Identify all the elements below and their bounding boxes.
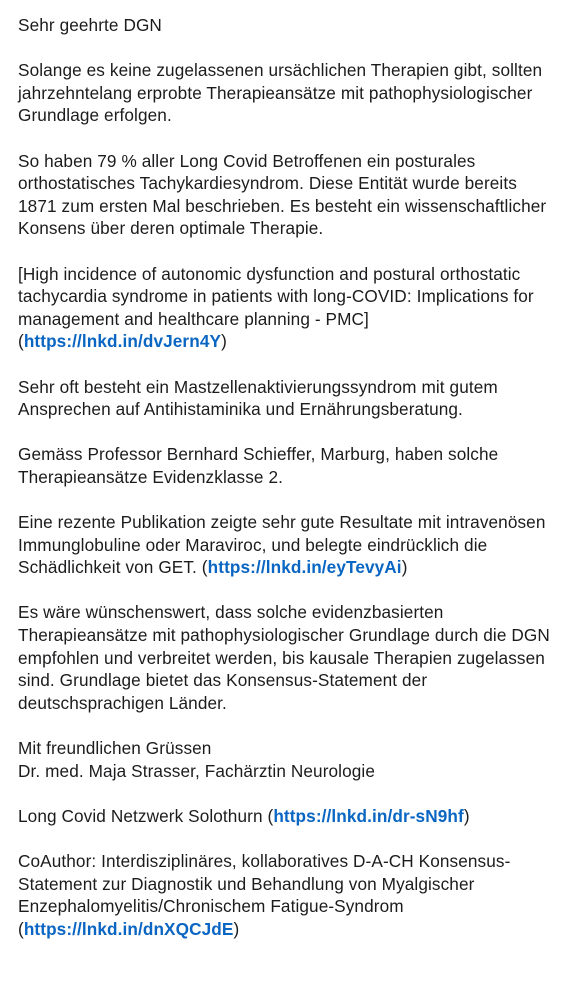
link-pmc-article[interactable]: https://lnkd.in/dvJern4Y [23, 331, 222, 352]
network-text-end: ) [463, 805, 470, 826]
paragraph-recommendation: Es wäre wünschenswert, dass solche evidenzbasierten Therapieansätze mit pathophysiologischer Grundlage durch die DGN empfohlen und verbreitet werden, bis kausale Therapien zugelassen sind. Grundlage bietet das Konsensus-Statement der deutschsprachigen Länder. [18, 602, 550, 713]
reference-text-end: ) [221, 331, 227, 352]
publication-text: Eine rezente Publikation zeigte sehr gute Resultate mit intravenösen Immunglobuline oder Maraviroc, und belegte eindrücklich die Schädlichkeit von GET. ( [18, 512, 546, 578]
publication-text-end: ) [401, 557, 408, 578]
coauthor-text: CoAuthor: Interdisziplinäres, kollaboratives D-A-CH Konsensus-Statement zur Diagnostik und Behandlung von Myalgischer Enzephalomyelitis/Chronischem Fatigue-Syndrom ( [18, 850, 511, 939]
paragraph-coauthor [18, 850, 557, 940]
signature: Dr. med. Maja Strasser, Fachärztin Neurologie [18, 760, 375, 781]
link-publication[interactable]: https://lnkd.in/eyTevyAi [207, 557, 402, 578]
paragraph-reference-pmc [18, 263, 557, 353]
link-network[interactable]: https://lnkd.in/dr-sN9hf [273, 805, 464, 826]
paragraph-pots: So haben 79 % aller Long Covid Betroffenen ein posturales orthostatisches Tachykardiesyndrom. Diese Entität wurde bereits 1871 zum ersten Mal beschrieben. Es besteht ein wissenschaftlicher Konsens über deren optimale Therapie. [18, 150, 547, 239]
closing: Mit freundlichen Grüssen [18, 738, 212, 758]
paragraph-network [18, 805, 557, 828]
coauthor-text-end: ) [233, 918, 240, 939]
link-consensus-statement[interactable]: https://lnkd.in/dnXQCJdE [23, 918, 234, 939]
paragraph-schieffer: Gemäss Professor Bernhard Schieffer, Marburg, haben solche Therapieansätze Evidenzklasse 2. [18, 444, 499, 487]
network-text: Long Covid Netzwerk Solothurn ( [18, 805, 274, 826]
greeting: Sehr geehrte DGN [18, 15, 162, 35]
paragraph-therapies: Solange es keine zugelassenen ursächlichen Therapien gibt, sollten jahrzehntelang erprobte Therapieansätze mit pathophysiologischer Grundlage erfolgen. [18, 60, 543, 126]
closing-block [18, 737, 557, 782]
reference-text: [High incidence of autonomic dysfunction and postural orthostatic tachycardia syndrome in patients with long-COVID: Implications for management and healthcare planning - PMC]( [18, 263, 534, 352]
paragraph-mast-cell: Sehr oft besteht ein Mastzellenaktivierungssyndrom mit gutem Ansprechen auf Antihistaminika und Ernährungsberatung. [18, 376, 498, 420]
paragraph-publication [18, 511, 557, 579]
